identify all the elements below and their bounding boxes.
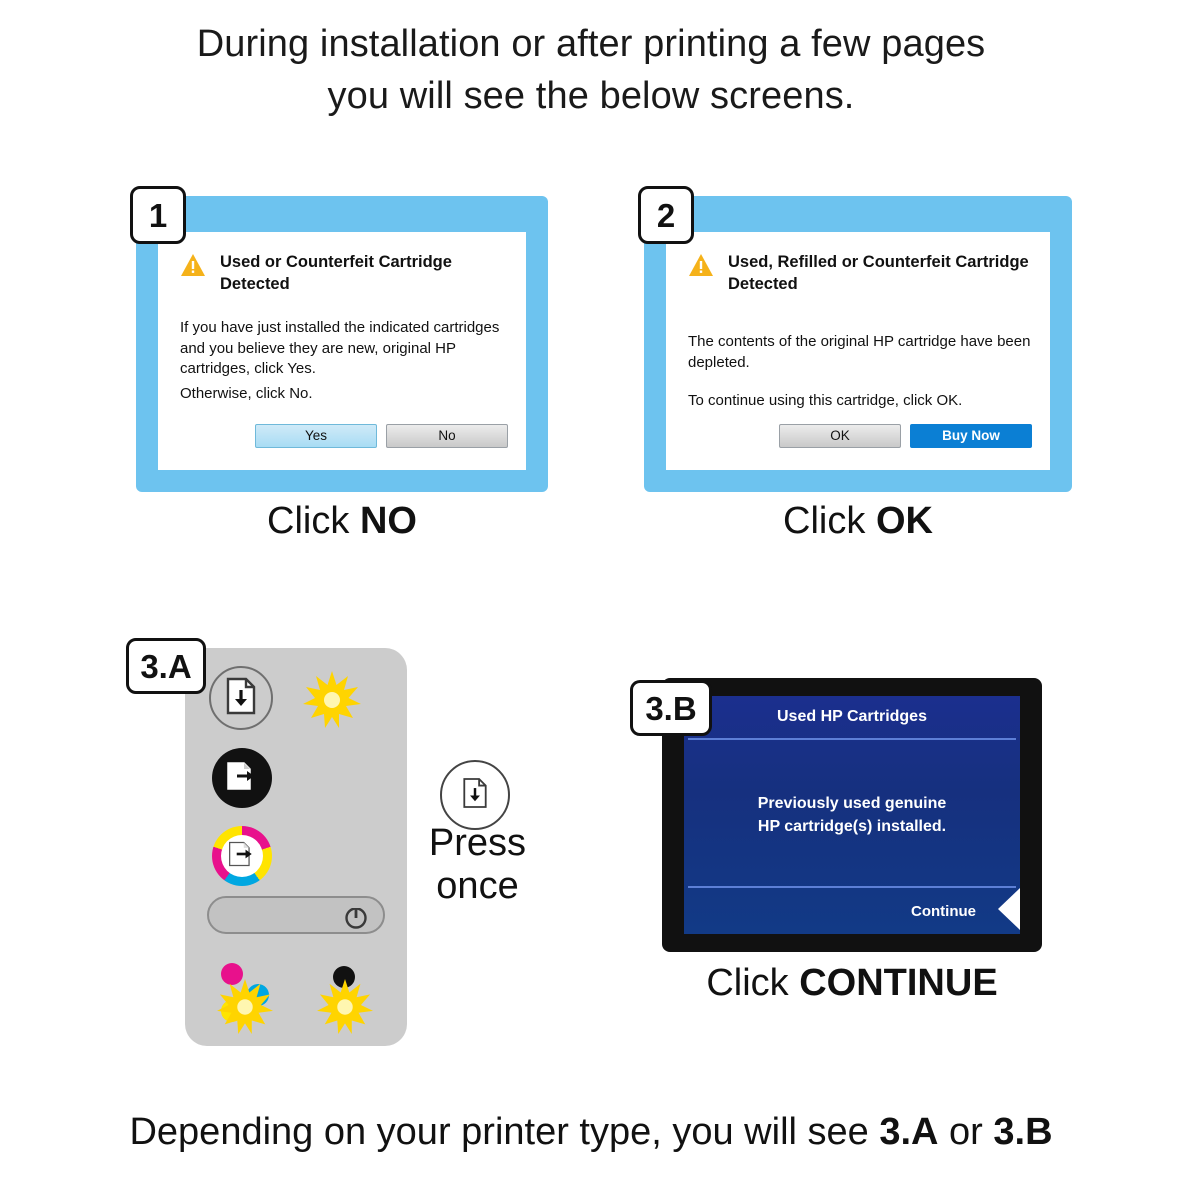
no-button[interactable]: No [386, 424, 508, 448]
step-1-caption [136, 500, 548, 543]
copy-black-icon [225, 761, 259, 796]
warning-triangle-icon [688, 253, 714, 277]
press-once-icon-circle [440, 760, 510, 830]
yes-button[interactable]: Yes [255, 424, 377, 448]
dialog-2-title: Used, Refilled or Counterfeit Cartridge Detected [728, 253, 1029, 293]
step-1-caption-action: NO [359, 500, 417, 542]
dialog-window-2 [666, 232, 1050, 470]
footer-step-a: 3.A [879, 1111, 939, 1153]
dialog-2-body-line-2: To continue using this cartridge, click OK. [688, 392, 963, 410]
printer-lcd-bezel [662, 678, 1042, 952]
press-once-label-line-2: once [436, 864, 519, 907]
step-2-caption-action: OK [875, 500, 933, 542]
dialog-1-title: Used or Counterfeit Cartridge Detected [220, 253, 452, 293]
lcd-continue-arrow-icon [998, 888, 1020, 930]
copy-black-button[interactable] [212, 748, 272, 808]
lcd-divider-bottom [688, 886, 1016, 888]
blinking-light-indicator-1 [303, 670, 361, 733]
press-once-label [395, 822, 560, 907]
resume-page-icon [461, 777, 489, 814]
ok-button[interactable]: OK [779, 424, 901, 448]
dialog-1-body-line-1: If you have just installed the indicated cartridges and you believe they are new, original HP cartridges, click Yes. [180, 319, 500, 378]
lcd-divider-top [688, 738, 1016, 740]
copy-color-button[interactable] [212, 826, 272, 886]
step-3b-caption-prefix: Click [706, 962, 800, 1004]
dialog-2-header [688, 252, 1032, 296]
printer-lcd-screen [684, 696, 1020, 934]
power-icon [343, 904, 369, 935]
dialog-2-body-line-1: The contents of the original HP cartridge have been depleted. [688, 333, 1031, 371]
blinking-light-indicator-black [317, 978, 373, 1039]
resume-page-button[interactable] [209, 666, 273, 730]
lcd-message-line-1: Previously used genuine [757, 795, 947, 812]
dialog-1-body [180, 318, 508, 404]
page-title-line-2: you will see the below screens. [327, 75, 855, 118]
dialog-panel-2 [644, 196, 1072, 492]
lcd-message-line-2: HP cartridge(s) installed. [757, 818, 947, 836]
footer-middle: or [938, 1111, 994, 1153]
lcd-continue-button[interactable]: Continue [911, 903, 976, 920]
dialog-1-body-line-2: Otherwise, click No. [180, 384, 313, 402]
power-button-bar[interactable] [207, 896, 385, 934]
step-3b-caption-action: CONTINUE [799, 962, 998, 1004]
dialog-2-button-row [779, 424, 1032, 448]
lcd-message [684, 792, 1020, 838]
step-1-caption-prefix: Click [267, 500, 360, 542]
footer-prefix: Depending on your printer type, you will see [129, 1111, 880, 1153]
page-title [0, 18, 1182, 123]
footer-note [0, 1111, 1182, 1154]
press-once-label-line-1: Press [428, 822, 527, 864]
resume-page-icon [224, 677, 258, 720]
copy-color-icon [227, 840, 257, 873]
blinking-light-indicator-color [217, 978, 273, 1039]
warning-triangle-icon [180, 253, 206, 277]
dialog-window-1 [158, 232, 526, 470]
step-badge-3a: 3.A [126, 638, 206, 694]
step-badge-2: 2 [638, 186, 694, 244]
step-3b-caption [640, 962, 1064, 1005]
dialog-1-button-row [255, 424, 508, 448]
lcd-title: Used HP Cartridges [777, 708, 927, 725]
step-badge-3b: 3.B [630, 680, 712, 736]
dialog-2-body [688, 332, 1032, 412]
dialog-1-header [180, 252, 508, 296]
step-2-caption [644, 500, 1072, 543]
printer-control-panel [185, 648, 407, 1046]
page-title-line-1: During installation or after printing a few pages [196, 23, 986, 65]
step-badge-1: 1 [130, 186, 186, 244]
dialog-panel-1 [136, 196, 548, 492]
step-2-caption-prefix: Click [783, 500, 876, 542]
buy-now-button[interactable]: Buy Now [910, 424, 1032, 448]
footer-step-b: 3.B [993, 1111, 1053, 1153]
